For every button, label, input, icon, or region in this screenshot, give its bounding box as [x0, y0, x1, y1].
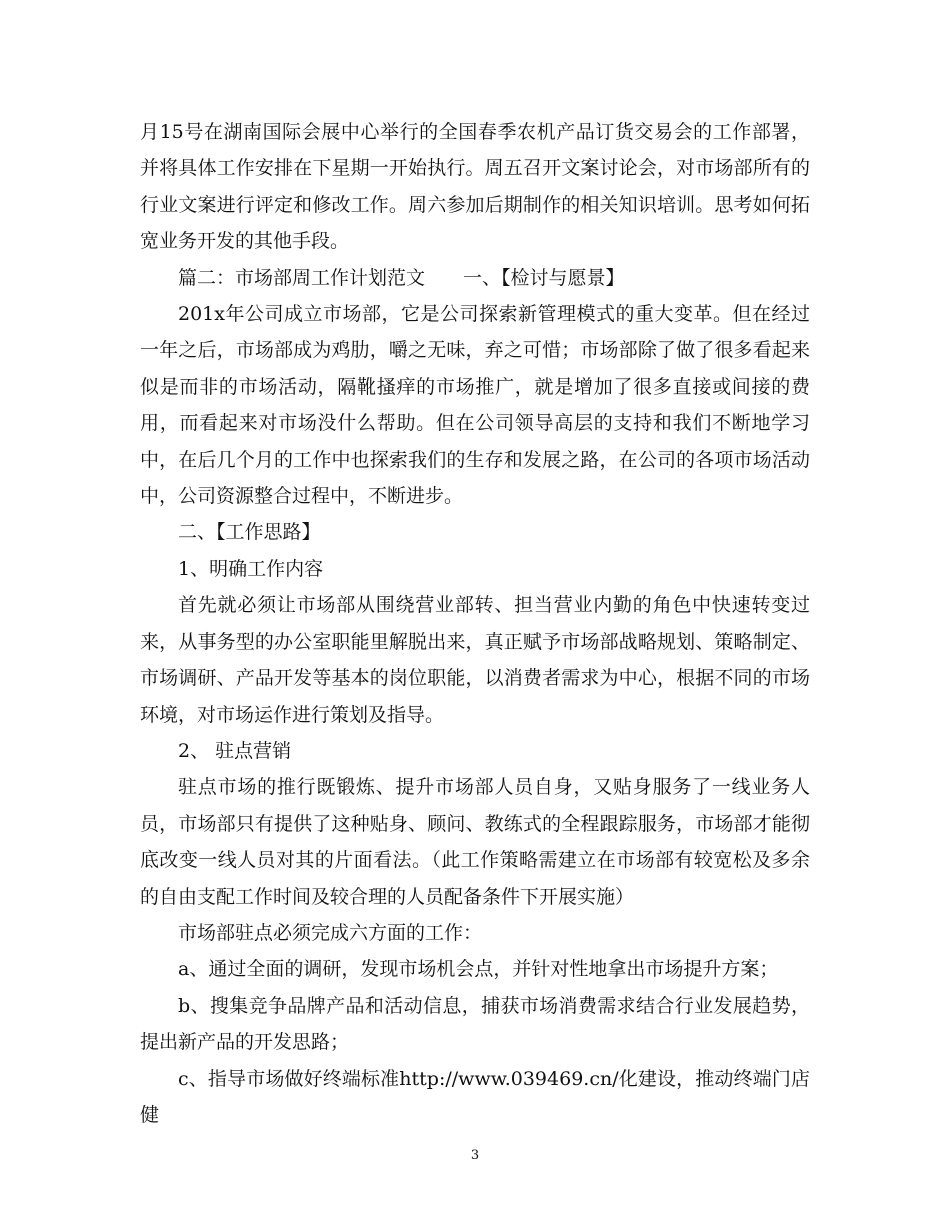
paragraph-1: 月15号在湖南国际会展中心举行的全国春季农机产品订货交易会的工作部署，并将具体工作安排在下星期一开始执行。周五召开文案讨论会，对市场部所有的行业文案进行评定和修改工作。周六参加后期制作的相关知识培训。思考如何拓宽业务开发的其他手段。	[140, 121, 810, 253]
paragraph-review: 201x年公司成立市场部，它是公司探索新管理模式的重大变革。但在经过一年之后，市场部成为鸡肋，嚼之无味，弃之可惜；市场部除了做了很多看起来似是而非的市场活动，隔靴搔痒的市场推广，就是增加了很多直接或间接的费用，而看起来对市场没什么帮助。但在公司领导高层的支持和我们不断地学习中，在后几个月的工作中也探索我们的生存和发展之路，在公司的各项市场活动中，公司资源整合过程中，不断进步。	[140, 303, 810, 508]
subheading-station-marketing: 2、 驻点营销	[178, 739, 292, 762]
paragraph-station-marketing: 驻点市场的推行既锻炼、提升市场部人员自身，又贴身服务了一线业务人员，市场部只有提供了这种贴身、顾问、教练式的全程跟踪服务，市场部才能彻底改变一线人员对其的片面看法。（此工作策略需建立在市场部有较宽松及多余的自由支配工作时间及较合理的人员配备条件下开展实施）	[140, 776, 810, 908]
document-body	[140, 114, 810, 1133]
section-heading-part-two: 篇二：市场部周工作计划范文 一、【检讨与愿景】	[178, 266, 625, 289]
list-item-c: c、指导市场做好终端标准http://www.039469.cn/化建设，推动终端门店健	[140, 1067, 810, 1126]
list-item-b: b、搜集竞争品牌产品和活动信息，捕获市场消费需求结合行业发展趋势，提出新产品的开发思路；	[140, 994, 810, 1054]
page-number: 3	[470, 1148, 480, 1163]
subheading-work-content: 1、明确工作内容	[178, 557, 324, 580]
section-heading-work-ideas: 二、【工作思路】	[178, 521, 321, 544]
list-item-a: a、通过全面的调研，发现市场机会点，并针对性地拿出市场提升方案；	[178, 958, 779, 981]
paragraph-work-content: 首先就必须让市场部从围绕营业部转、担当营业内勤的角色中快速转变过来，从事务型的办公室职能里解脱出来，真正赋予市场部战略规划、策略制定、市场调研、产品开发等基本的岗位职能，以消费者需求为中心，根据不同的市场环境，对市场运作进行策划及指导。	[140, 594, 810, 726]
paragraph-six-tasks: 市场部驻点必须完成六方面的工作：	[178, 921, 483, 944]
